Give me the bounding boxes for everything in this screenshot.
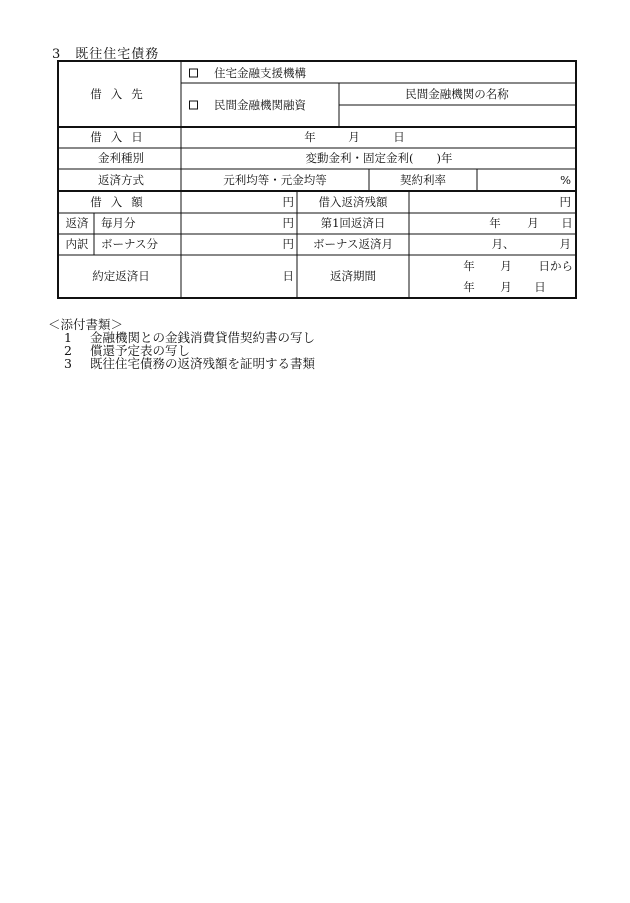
- section-heading: 既往住宅債務: [75, 47, 160, 62]
- contract-day-unit: 日: [282, 269, 294, 283]
- breakdown-label-top: 返済: [65, 216, 89, 230]
- attachment-text: 償還予定表の写し: [90, 343, 191, 358]
- borrow-date-year: 年: [304, 130, 316, 144]
- attachments-section: [48, 318, 315, 370]
- bonus-month-2: 月: [559, 237, 571, 251]
- bonus-label: ボーナス分: [101, 237, 159, 251]
- first-repay-month: 月: [527, 216, 539, 230]
- period-to-year: 年: [463, 280, 475, 294]
- rate-type-value: 変動金利・固定金利( )年: [305, 151, 453, 165]
- attachment-number: 2: [64, 343, 72, 358]
- attachment-number: 1: [64, 330, 72, 345]
- monthly-unit: 円: [282, 216, 294, 230]
- period-from-year: 年: [463, 259, 475, 273]
- checkbox-housing-finance-agency[interactable]: [189, 69, 198, 78]
- lender-option-private-bank: 民間金融機関融資: [214, 98, 306, 112]
- attachments-header: ＜添付書類＞: [48, 317, 124, 332]
- bonus-month-label: ボーナス返済月: [312, 237, 394, 251]
- borrow-date-day: 日: [393, 130, 405, 144]
- first-repay-year: 年: [489, 216, 501, 230]
- amount-unit: 円: [282, 195, 294, 209]
- bonus-unit: 円: [282, 237, 294, 251]
- first-repay-day: 日: [561, 216, 573, 230]
- attachment-number: 3: [64, 356, 72, 371]
- period-to-month: 月: [500, 280, 512, 294]
- breakdown-label-bottom: 内訳: [65, 237, 89, 251]
- contract-rate-label: 契約利率: [400, 173, 446, 187]
- checkbox-private-bank-loan[interactable]: [189, 101, 198, 110]
- first-repay-label: 第1回返済日: [320, 216, 386, 230]
- contract-day-label: 約定返済日: [92, 269, 150, 283]
- lender-option-housing-finance-agency: 住宅金融支援機構: [214, 66, 306, 80]
- existing-housing-debt-form: [57, 60, 577, 299]
- attachment-text: 既往住宅債務の返済残額を証明する書類: [90, 356, 316, 371]
- bank-name-label: 民間金融機関の名称: [405, 87, 509, 101]
- period-label: 返済期間: [330, 269, 376, 283]
- attachment-text: 金融機関との金銭消費貸借契約書の写し: [90, 330, 316, 345]
- amount-label: 借入額: [90, 195, 152, 209]
- borrow-date-label: 借入日: [90, 130, 152, 144]
- attachment-item: [48, 357, 315, 370]
- repay-method-value: 元利均等・元金均等: [223, 173, 327, 187]
- repay-method-label: 返済方式: [98, 173, 144, 187]
- contract-rate-unit: %: [560, 173, 571, 187]
- balance-label: 借入返済残額: [318, 195, 388, 209]
- lender-label: 借入先: [90, 87, 152, 101]
- period-from-month: 月: [500, 259, 512, 273]
- monthly-label: 毎月分: [101, 216, 136, 230]
- rate-type-label: 金利種別: [98, 151, 144, 165]
- balance-unit: 円: [559, 195, 571, 209]
- period-to-day: 日: [534, 280, 546, 294]
- period-from-day: 日から: [538, 259, 573, 273]
- borrow-date-month: 月: [348, 130, 360, 144]
- section-number: 3: [52, 47, 62, 62]
- bonus-month-1: 月、: [491, 237, 515, 251]
